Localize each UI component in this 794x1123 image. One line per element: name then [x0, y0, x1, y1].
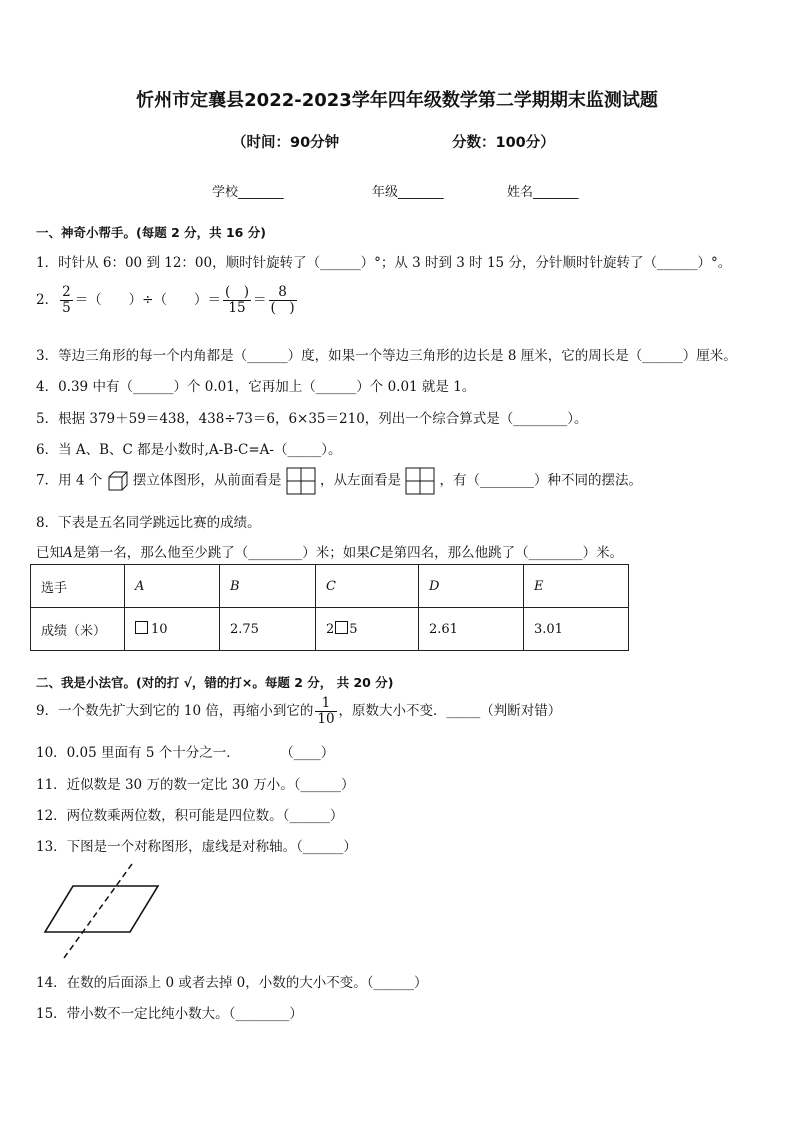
table-cell: 2.75	[220, 608, 316, 651]
q7-text-d: ，有（________）种不同的摆法。	[439, 472, 643, 489]
table-header: 选手	[31, 565, 125, 608]
q2-mid: ＝（ ）÷（ ）＝	[74, 291, 221, 308]
table-cell	[125, 608, 220, 651]
q2-eq: ＝	[253, 291, 267, 308]
table-header: D	[419, 565, 524, 608]
q8-var-a: A	[63, 545, 73, 561]
page-title: 忻州市定襄县2022-2023学年四年级数学第二学期期末监测试题	[136, 90, 658, 111]
school-field: 学校_______	[212, 185, 284, 200]
fraction-8-blank: $\frac{8}{( )}$	[270, 284, 295, 316]
q8-var-c: C	[369, 545, 381, 561]
question-11: 11．近似数是 30 万的数一定比 30 万小。（______）	[36, 777, 355, 793]
question-15: 15．带小数不一定比纯小数大。（________）	[36, 1006, 303, 1022]
table-cell: 成绩（米）	[31, 608, 125, 651]
question-4: 4．0.39 中有（______）个 0.01，它再加上（______）个 0.01 就是 1。	[36, 379, 476, 395]
front-view-icon	[286, 467, 316, 495]
question-8-detail	[36, 541, 623, 561]
question-5: 5．根据 379＋59＝438，438÷73＝6，6×35＝210，列出一个综合算式是（________）。	[36, 411, 588, 427]
table-header: A	[125, 565, 220, 608]
question-12: 12．两位数乘两位数，积可能是四位数。（______）	[36, 808, 344, 824]
question-7	[36, 467, 642, 495]
q9-text-a: 9．一个数先扩大到它的 10 倍，再缩小到它的	[36, 702, 314, 719]
symmetry-axis	[64, 864, 132, 958]
left-view-icon	[405, 467, 435, 495]
section-1-heading: 一、神奇小帮手。(每题 2 分，共 16 分)	[36, 225, 266, 240]
table-cell	[316, 608, 419, 651]
name-field: 姓名_______	[507, 185, 579, 200]
table-header: B	[220, 565, 316, 608]
table-row	[31, 608, 629, 651]
table-row	[31, 565, 629, 608]
q8-text-a: 已知	[36, 545, 63, 561]
blank-box-icon	[335, 621, 348, 634]
section-2-heading: 二、我是小法官。(对的打 √，错的打×。每题 2 分， 共 20 分)	[36, 675, 394, 690]
fraction-blank-15: $\frac{( )}{15}$	[225, 284, 250, 316]
parallelogram-shape	[45, 886, 158, 932]
exam-score: 分数：100分）	[452, 135, 555, 151]
table-header: C	[316, 565, 419, 608]
table-cell: 3.01	[524, 608, 629, 651]
exam-time: （时间：90分钟	[232, 135, 340, 151]
q7-text-b: 摆立体图形，从前面看是	[132, 472, 282, 489]
q9-text-b: ，原数大小不变．_____（判断对错）	[338, 702, 562, 719]
fraction-2-5: $\frac{2}{5}$	[62, 284, 71, 316]
q8-text-b: 是第一名，那么他至少跳了（________）米；如果	[72, 545, 370, 561]
question-2	[36, 285, 299, 316]
cell-value: 2	[326, 622, 335, 637]
cell-value: 10	[151, 622, 168, 637]
question-9	[36, 696, 561, 727]
table-header: E	[524, 565, 629, 608]
question-6: 6．当 A、B、C 都是小数时,A-B-C=A-（_____）。	[36, 442, 342, 458]
q2-prefix: 2．	[36, 291, 59, 308]
table-cell: 2.61	[419, 608, 524, 651]
fraction-1-10: $\frac{1}{10}$	[317, 695, 335, 727]
question-13: 13．下图是一个对称图形，虚线是对称轴。（______）	[36, 839, 357, 855]
question-8: 8．下表是五名同学跳远比赛的成绩。	[36, 515, 261, 531]
blank-box-icon	[135, 621, 148, 634]
parallelogram-figure	[38, 858, 168, 962]
q8-text-c: 是第四名，那么他跳了（________）米。	[380, 545, 624, 561]
cell-value: 5	[349, 622, 358, 637]
question-14: 14．在数的后面添上 0 或者去掉 0，小数的大小不变。（______）	[36, 975, 428, 991]
question-10: 10．0.05 里面有 5 个十分之一． （____）	[36, 745, 335, 761]
grade-field: 年级_______	[372, 185, 444, 200]
cube-icon	[107, 470, 129, 492]
q7-text-c: ，从左面看是	[319, 472, 401, 489]
question-3: 3．等边三角形的每一个内角都是（______）度，如果一个等边三角形的边长是 8 厘米，它的周长是（______）厘米。	[36, 348, 737, 364]
question-1: 1．时针从 6：00 到 12：00，顺时针旋转了（______）°；从 3 时到 3 时 15 分，分针顺时针旋转了（______）°。	[36, 255, 732, 271]
scores-table	[30, 564, 629, 651]
q7-text-a: 7．用 4 个	[36, 472, 103, 489]
